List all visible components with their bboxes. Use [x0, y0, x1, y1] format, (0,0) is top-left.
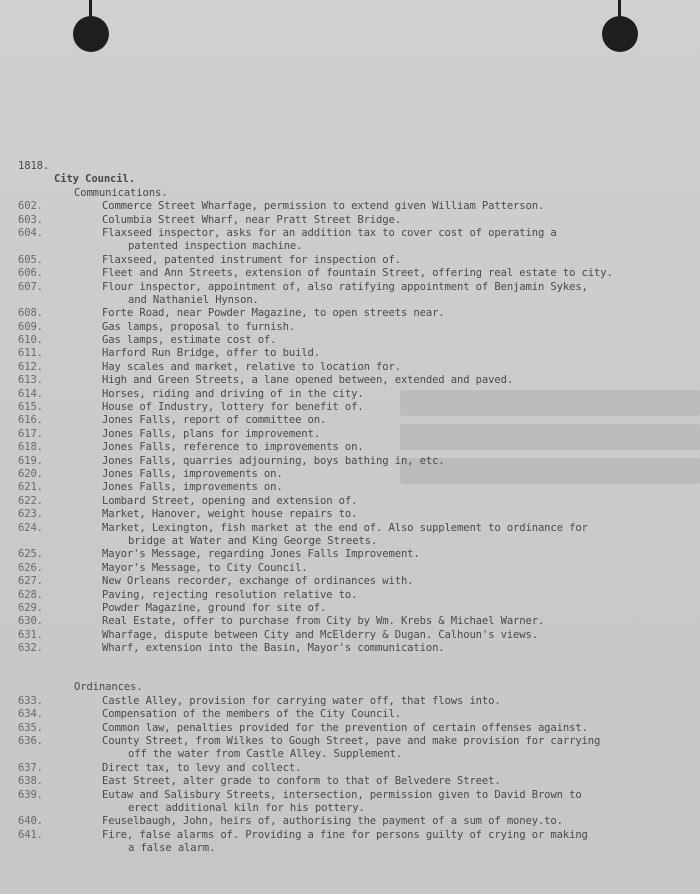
entry-number: 615. — [18, 401, 43, 414]
entry-text: Lombard Street, opening and extension of. — [102, 494, 358, 507]
index-entry — [18, 200, 688, 213]
index-entry — [18, 414, 688, 427]
entry-text: Flaxseed inspector, asks for an addition tax to cover cost of operating a — [102, 226, 557, 239]
index-entry — [18, 602, 688, 615]
entry-text: Wharfage, dispute between City and McElderry & Dugan. Calhoun's views. — [102, 628, 538, 641]
entry-text: erect additional kiln for his pottery. — [128, 801, 365, 814]
index-entry — [18, 281, 688, 294]
entry-text: Compensation of the members of the City Council. — [102, 708, 401, 721]
entry-number: 614. — [18, 387, 43, 400]
entry-text: County Street, from Wilkes to Gough Street, pave and make provision for carrying — [102, 735, 601, 748]
entry-text: Powder Magazine, ground for site of. — [102, 601, 327, 614]
entry-text: Wharf, extension into the Basin, Mayor's communication. — [102, 642, 445, 655]
index-entry — [18, 321, 688, 334]
entry-number: 626. — [18, 561, 43, 574]
entry-text: East Street, alter grade to conform to that of Belvedere Street. — [102, 775, 501, 788]
index-entry — [18, 428, 688, 441]
index-entry — [18, 455, 688, 468]
index-entry-continuation — [18, 802, 688, 815]
index-entry — [18, 575, 688, 588]
entry-text: Fire, false alarms of. Providing a fine for persons guilty of crying or making — [102, 828, 588, 841]
entry-number: 641. — [18, 828, 43, 841]
entry-text: patented inspection machine. — [128, 240, 303, 253]
entry-text: Horses, riding and driving of in the city. — [102, 387, 364, 400]
index-entry — [18, 347, 688, 360]
entry-text: Fleet and Ann Streets, extension of fountain Street, offering real estate to city. — [102, 267, 613, 280]
index-entry — [18, 629, 688, 642]
entry-text: Jones Falls, improvements on. — [102, 467, 283, 480]
index-entry — [18, 642, 688, 655]
entry-number: 631. — [18, 628, 43, 641]
entry-number: 612. — [18, 360, 43, 373]
entry-number: 622. — [18, 494, 43, 507]
section-heading: City Council. — [54, 173, 135, 186]
entry-text: bridge at Water and King George Streets. — [128, 534, 378, 547]
entry-text: Feuselbaugh, John, heirs of, authorising the payment of a sum of money.to. — [102, 815, 563, 828]
index-entry — [18, 589, 688, 602]
punch-hole-left — [73, 16, 109, 52]
index-entry — [18, 708, 688, 721]
index-entry — [18, 441, 688, 454]
entry-number: 625. — [18, 548, 43, 561]
index-entry-continuation — [18, 842, 688, 855]
entry-text: Jones Falls, quarries adjourning, boys bathing in, etc. — [102, 454, 445, 467]
subsection-heading-ordinances: Ordinances. — [74, 681, 143, 694]
entry-number: 613. — [18, 374, 43, 387]
index-entry — [18, 508, 688, 521]
index-entry — [18, 267, 688, 280]
index-entry — [18, 615, 688, 628]
entry-text: Flaxseed, patented instrument for inspection of. — [102, 253, 401, 266]
entry-number: 628. — [18, 588, 43, 601]
entry-text: Market, Hanover, weight house repairs to. — [102, 508, 358, 521]
entry-number: 604. — [18, 226, 43, 239]
index-document — [18, 160, 688, 856]
index-entry — [18, 481, 688, 494]
index-entry — [18, 522, 688, 535]
entry-number: 630. — [18, 615, 43, 628]
index-entry — [18, 214, 688, 227]
entry-number: 610. — [18, 334, 43, 347]
entry-number: 633. — [18, 694, 43, 707]
entry-number: 608. — [18, 307, 43, 320]
index-entry — [18, 829, 688, 842]
entry-text: and Nathaniel Hynson. — [128, 293, 259, 306]
entry-text: Flour inspector, appointment of, also ratifying appointment of Benjamin Sykes, — [102, 280, 588, 293]
entry-text: off the water from Castle Alley. Supplement. — [128, 748, 403, 761]
entry-number: 618. — [18, 441, 43, 454]
index-entry — [18, 361, 688, 374]
entry-text: Mayor's Message, to City Council. — [102, 561, 308, 574]
entry-number: 629. — [18, 601, 43, 614]
index-entry — [18, 789, 688, 802]
entry-text: Jones Falls, plans for improvement. — [102, 427, 320, 440]
index-entry — [18, 548, 688, 561]
entry-number: 620. — [18, 467, 43, 480]
entry-text: Paving, rejecting resolution relative to. — [102, 588, 358, 601]
entry-text: House of Industry, lottery for benefit of. — [102, 401, 364, 414]
entry-text: Columbia Street Wharf, near Pratt Street Bridge. — [102, 213, 401, 226]
entry-text: Jones Falls, report of committee on. — [102, 414, 327, 427]
punch-hole-right — [602, 16, 638, 52]
entry-text: Market, Lexington, fish market at the end of. Also supplement to ordinance for — [102, 521, 588, 534]
entry-number: 611. — [18, 347, 43, 360]
index-entry — [18, 775, 688, 788]
entry-number: 636. — [18, 735, 43, 748]
entry-number: 602. — [18, 200, 43, 213]
index-entry-continuation — [18, 535, 688, 548]
entry-number: 607. — [18, 280, 43, 293]
index-entry — [18, 401, 688, 414]
entry-number: 606. — [18, 267, 43, 280]
entry-number: 624. — [18, 521, 43, 534]
entry-text: Gas lamps, estimate cost of. — [102, 334, 277, 347]
entry-text: Forte Road, near Powder Magazine, to open streets near. — [102, 307, 445, 320]
entry-number: 603. — [18, 213, 43, 226]
entry-number: 627. — [18, 575, 43, 588]
entry-text: Common law, penalties provided for the prevention of certain offenses against. — [102, 721, 588, 734]
ordinances-list — [18, 695, 688, 856]
entry-number: 605. — [18, 253, 43, 266]
index-entry — [18, 495, 688, 508]
index-entry — [18, 254, 688, 267]
entry-text: Harford Run Bridge, offer to build. — [102, 347, 320, 360]
index-entry — [18, 334, 688, 347]
subsection-heading-communications: Communications. — [74, 186, 168, 199]
entry-text: Direct tax, to levy and collect. — [102, 761, 302, 774]
entry-number: 619. — [18, 454, 43, 467]
entry-text: a false alarm. — [128, 842, 216, 855]
entry-text: Gas lamps, proposal to furnish. — [102, 320, 296, 333]
entry-text: Jones Falls, reference to improvements on. — [102, 441, 364, 454]
year-heading: 1818. — [18, 160, 50, 172]
entry-number: 637. — [18, 761, 43, 774]
index-entry-continuation — [18, 748, 688, 761]
index-entry-continuation — [18, 294, 688, 307]
index-entry-continuation — [18, 240, 688, 253]
entry-text: Mayor's Message, regarding Jones Falls Improvement. — [102, 548, 420, 561]
entry-text: New Orleans recorder, exchange of ordinances with. — [102, 575, 414, 588]
entry-number: 632. — [18, 642, 43, 655]
entry-number: 617. — [18, 427, 43, 440]
index-entry — [18, 388, 688, 401]
entry-text: Eutaw and Salisbury Streets, intersection, permission given to David Brown to — [102, 788, 582, 801]
index-entry — [18, 722, 688, 735]
index-entry — [18, 374, 688, 387]
entry-text: Commerce Street Wharfage, permission to extend given William Patterson. — [102, 200, 545, 213]
index-entry — [18, 227, 688, 240]
index-entry — [18, 815, 688, 828]
index-entry — [18, 762, 688, 775]
entry-text: Jones Falls, improvements on. — [102, 481, 283, 494]
index-entry — [18, 735, 688, 748]
entry-number: 623. — [18, 508, 43, 521]
entry-number: 609. — [18, 320, 43, 333]
index-entry — [18, 695, 688, 708]
entry-number: 635. — [18, 721, 43, 734]
index-entry — [18, 562, 688, 575]
entry-number: 639. — [18, 788, 43, 801]
entry-text: High and Green Streets, a lane opened between, extended and paved. — [102, 374, 514, 387]
entry-text: Hay scales and market, relative to location for. — [102, 360, 401, 373]
entry-text: Castle Alley, provision for carrying water off, that flows into. — [102, 694, 501, 707]
entry-number: 640. — [18, 815, 43, 828]
communications-list — [18, 200, 688, 655]
entry-number: 621. — [18, 481, 43, 494]
entry-text: Real Estate, offer to purchase from City by Wm. Krebs & Michael Warner. — [102, 615, 545, 628]
entry-number: 634. — [18, 708, 43, 721]
entry-number: 616. — [18, 414, 43, 427]
index-entry — [18, 307, 688, 320]
index-entry — [18, 468, 688, 481]
entry-number: 638. — [18, 775, 43, 788]
